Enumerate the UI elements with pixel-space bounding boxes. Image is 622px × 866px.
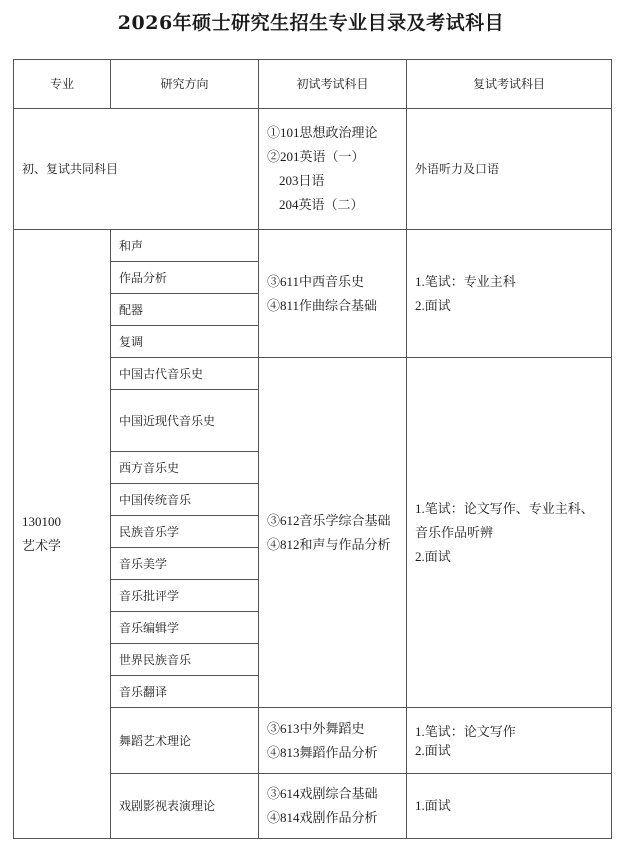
common-initial-exam — [259, 109, 407, 230]
header-initial-exam: 初试考试科目 — [259, 60, 407, 109]
initial-exam-cell — [259, 358, 407, 708]
direction-cell: 中国近现代音乐史 — [111, 390, 259, 452]
exam-item: ①101思想政治理论 — [267, 125, 378, 140]
direction-cell: 舞蹈艺术理论 — [111, 708, 259, 774]
direction-cell: 中国古代音乐史 — [111, 358, 259, 390]
retest-item: 1.笔试：论文写作 — [415, 723, 516, 739]
exam-item: ②201英语（一） — [267, 149, 365, 164]
retest-cell — [407, 358, 612, 708]
header-direction: 研究方向 — [111, 60, 259, 109]
exam-item: ④812和声与作品分析 — [267, 536, 391, 552]
retest-item: 2.面试 — [415, 742, 451, 758]
direction-cell: 戏剧影视表演理论 — [111, 774, 259, 839]
retest-item: 2.面试 — [415, 297, 451, 313]
initial-exam-cell — [259, 708, 407, 774]
exam-item: 204英语（二） — [279, 197, 364, 212]
retest-cell — [407, 230, 612, 358]
initial-exam-cell — [259, 230, 407, 358]
retest-item: 1.笔试：论文写作、专业主科、音乐作品听辨 — [415, 500, 594, 540]
direction-cell: 和声 — [111, 230, 259, 262]
retest-item: 2.面试 — [415, 548, 451, 564]
direction-cell: 音乐翻译 — [111, 676, 259, 708]
direction-cell: 作品分析 — [111, 262, 259, 294]
exam-item: 203日语 — [279, 173, 325, 188]
common-subjects-row — [14, 109, 612, 230]
page-title: 2026年硕士研究生招生专业目录及考试科目 — [117, 12, 505, 34]
table-row — [14, 230, 612, 262]
header-retest: 复试考试科目 — [407, 60, 612, 109]
retest-cell — [407, 774, 612, 839]
initial-exam-cell — [259, 774, 407, 839]
retest-item: 1.笔试：专业主科 — [415, 273, 516, 289]
direction-cell: 音乐美学 — [111, 548, 259, 580]
exam-item: ④811作曲综合基础 — [267, 297, 378, 313]
exam-item: ③611中西音乐史 — [267, 273, 365, 289]
major-code: 130100 — [22, 514, 61, 529]
direction-cell: 中国传统音乐 — [111, 484, 259, 516]
major-name: 艺术学 — [22, 538, 62, 553]
major-cell — [14, 230, 111, 839]
direction-cell: 音乐编辑学 — [111, 612, 259, 644]
exam-catalog-table — [13, 59, 612, 839]
direction-cell: 世界民族音乐 — [111, 644, 259, 676]
exam-item: ④814戏剧作品分析 — [267, 810, 378, 825]
common-subjects-label: 初、复试共同科目 — [14, 109, 259, 230]
direction-cell: 西方音乐史 — [111, 452, 259, 484]
direction-cell: 音乐批评学 — [111, 580, 259, 612]
retest-cell — [407, 708, 612, 774]
exam-item: ③612音乐学综合基础 — [267, 512, 391, 528]
header-major: 专业 — [14, 60, 111, 109]
exam-item: ③613中外舞蹈史 — [267, 720, 365, 736]
common-retest: 外语听力及口语 — [407, 109, 612, 230]
header-row — [14, 60, 612, 109]
direction-cell: 民族音乐学 — [111, 516, 259, 548]
direction-cell: 配器 — [111, 294, 259, 326]
direction-cell: 复调 — [111, 326, 259, 358]
retest-item: 1.面试 — [415, 798, 451, 813]
exam-item: ③614戏剧综合基础 — [267, 786, 378, 801]
exam-item: ④813舞蹈作品分析 — [267, 744, 378, 760]
